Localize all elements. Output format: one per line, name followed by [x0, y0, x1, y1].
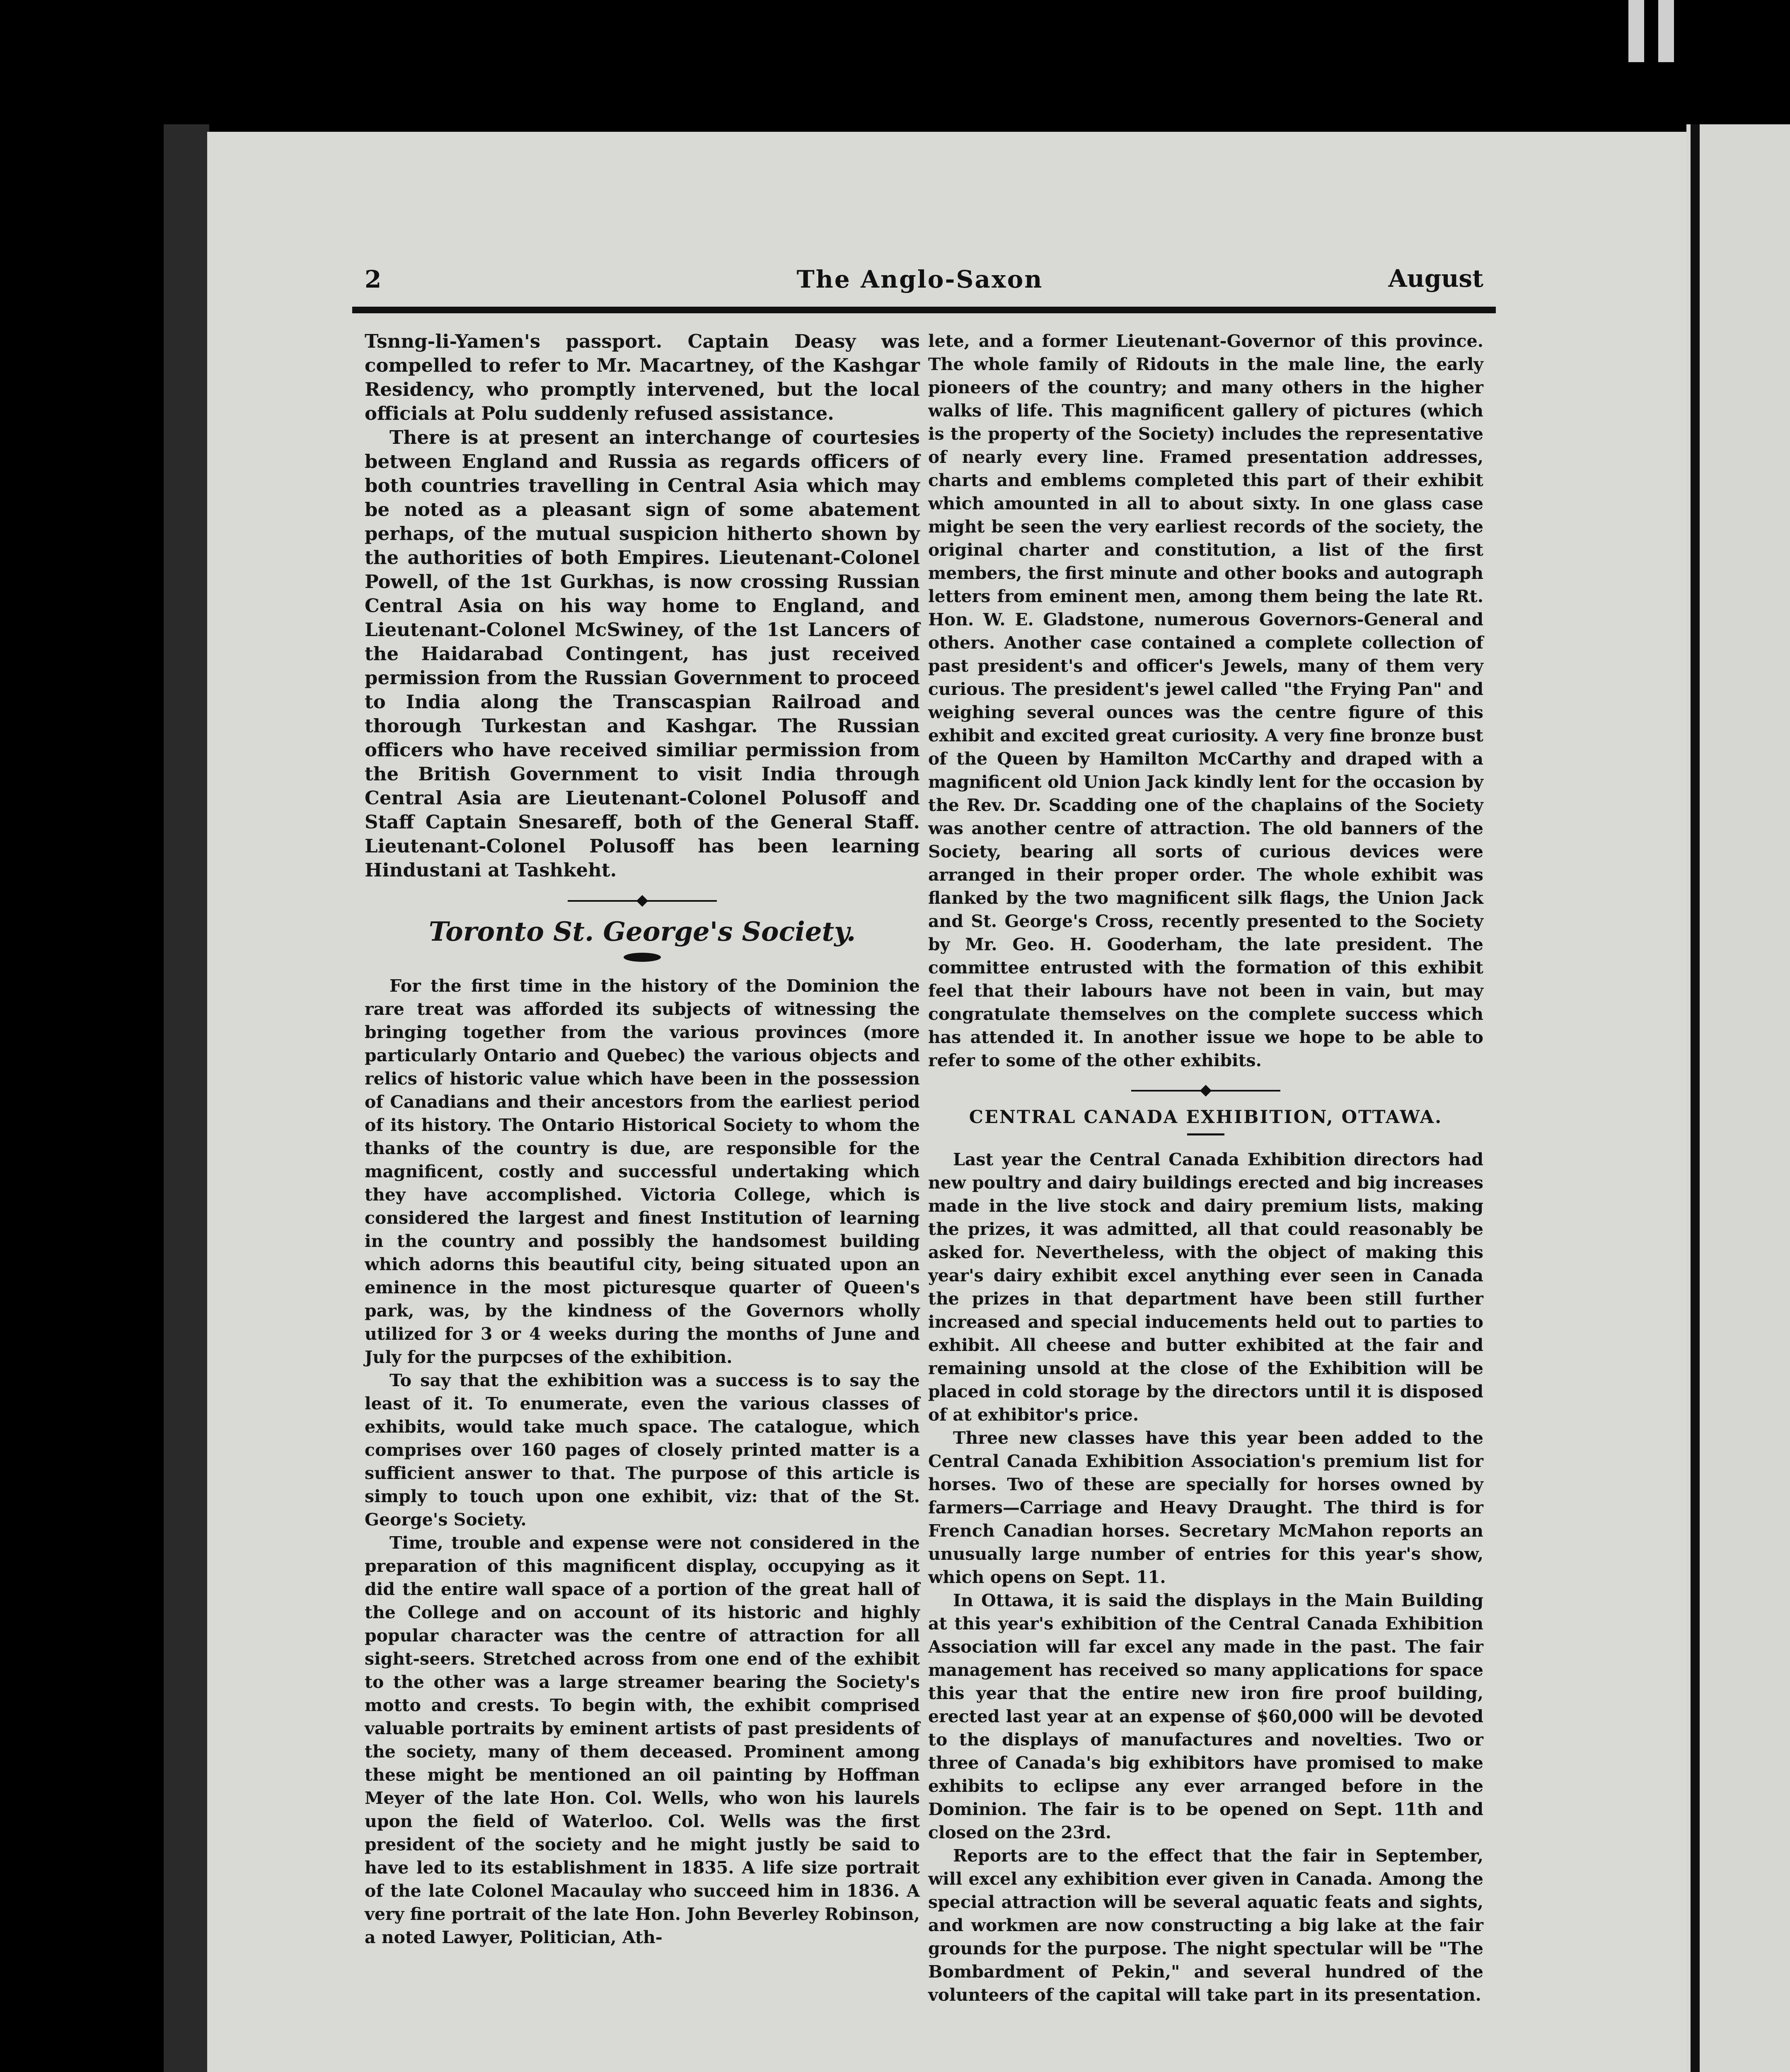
- article-title: Toronto St. George's Society.: [428, 916, 856, 947]
- paragraph: Last year the Central Canada Exhibition directors had new poultry and dairy buildings erected and big increases made in the live stock and dairy premium lists, making the prizes, it was admitted, all that could reasonably be asked for. Nevertheless, with the object of making this year's dairy exhibit excel anything ever seen in Canada the prizes in that department have been still further increased and special inducements held out to parties to exhibit. All cheese and butter exhibited at the fair and remaining unsold at the close of the Exhibition will be placed in cold storage by the directors until it is disposed of at exhibitor's price.: [928, 1150, 1483, 1425]
- issue-month: August: [1388, 264, 1483, 293]
- film-marks-top: [1628, 0, 1695, 62]
- paragraph: There is at present an interchange of courtesies between England and Russia as regards officers of both countries travelling in Central Asia which may be noted as a pleasant sign of some abatement perhaps, of the mutual suspicion hitherto shown by the authorities of both Empires. Lieutenant-Colonel Powell, of the 1st Gurkhas, is now crossing Russian Central Asia on his way home to England, and Lieutenant-Colonel McSwiney, of the 1st Lancers of the Haidarabad Contingent, has just received permission from the Russian Government to proceed to India along the Transcaspian Railroad and thorough Turkestan and Kashgar. The Russian officers who have received similiar permission from the British Government to visit India through Central Asia are Lieutenant-Colonel Polusoff and Staff Captain Snesareff, both of the General Staff. Lieutenant-Colonel Polusoff has been learning Hindustani at Tashkeht.: [365, 426, 920, 881]
- page-number: 2: [365, 265, 382, 293]
- title-flourish: [624, 953, 661, 962]
- right-column: [928, 329, 1483, 2007]
- paragraph: To say that the exhibition was a success is to say the least of it. To enumerate, even the various classes of exhibits, would take much space. The catalogue, which comprises over 160 pages of closely printed matter is a sufficient answer to that. The purpose of this article is simply to touch upon one exhibit, viz: that of the St. George's Society.: [365, 1370, 920, 1530]
- section-divider: [568, 895, 717, 907]
- page-header: [348, 261, 1492, 298]
- paragraph: Three new classes have this year been added to the Central Canada Exhibition Association's premium list for horses. Two of these are specially for horses owned by farmers—Carriage and Heavy Draught. The third is for French Canadian horses. Secretary McMahon reports an unusually large number of entries for this year's show, which opens on Sept. 11.: [928, 1428, 1483, 1587]
- title-rule: [1187, 1133, 1224, 1135]
- paragraph: Reports are to the effect that the fair in September, will excel any exhibition ever given in Canada. Among the special attraction will be several aquatic feats and sights, and workmen are now constructing a big lake at the fair grounds for the purpose. The night spectular will be "The Bombardment of Pekin," and several hundred of the volunteers of the capital will take part in its presentation.: [928, 1846, 1483, 2005]
- page-gutter: [1691, 124, 1700, 2072]
- paragraph: Tsnng-li-Yamen's passport. Captain Deasy was compelled to refer to Mr. Macartney, of the Kashgar Residency, who promptly intervened, but the local officials at Polu suddenly refused assistance.: [365, 330, 920, 424]
- paragraph: In Ottawa, it is said the displays in the Main Building at this year's exhibition of the Central Canada Exhibition Association will far excel any made in the past. The fair management has received so many applications for space this year that the entire new iron fire proof building, erected last year at an expense of $60,000 will be devoted to the displays of manufactures and novelties. Two or three of Canada's big exhibitors have promised to make exhibits to eclipse any ever arranged before in the Dominion. The fair is to be opened on Sept. 11th and closed on the 23rd.: [928, 1590, 1483, 1842]
- adjacent-page-edge: [1686, 124, 1790, 2072]
- paragraph: For the first time in the history of the Dominion the rare treat was afforded its subjects of witnessing the bringing together from the various provinces (more particularly Ontario and Quebec) the various objects and relics of historic value which have been in the possession of Canadians and their ancestors from the earliest period of its history. The Ontario Historical Society to whom the thanks of the country is due, are responsible for the magnificent, costly and successful undertaking which they have accomplished. Victoria College, which is considered the largest and finest Institution of learning in the country and possibly the handsomest building which adorns this beautiful city, being situated upon an eminence in the most picturesque quarter of Queen's park, was, by the kindness of the Governors wholly utilized for 3 or 4 weeks during the months of June and July for the purpcses of the exhibition.: [365, 976, 920, 1367]
- article-title: CENTRAL CANADA EXHIBITION, OTTAWA.: [969, 1107, 1443, 1128]
- left-column: [365, 329, 920, 1949]
- paragraph: Time, trouble and expense were not considered in the preparation of this magnificent display, occupying as it did the entire wall space of a portion of the great hall of the College and on account of its historic and highly popular character was the centre of attraction for all sight-seers. Stretched across from one end of the exhibit to the other was a large streamer bearing the Society's motto and crests. To begin with, the exhibit comprised valuable portraits by eminent artists of past presidents of the society, many of them deceased. Prominent among these might be mentioned an oil painting by Hoffman Meyer of the late Hon. Col. Wells, who won his laurels upon the field of Waterloo. Col. Wells was the first president of the society and he might justly be said to have led to its establishment in 1835. A life size portrait of the late Colonel Macaulay who succeed him in 1836. A very fine portrait of the late Hon. John Beverley Robinson, a noted Lawyer, Politician, Ath-: [365, 1533, 920, 1947]
- section-divider: [1131, 1084, 1280, 1097]
- header-rule: [352, 307, 1496, 313]
- publication-title: The Anglo-Saxon: [796, 265, 1043, 293]
- paragraph: lete, and a former Lieutenant-Governor of this province. The whole family of Ridouts in the male line, the early pioneers of the country; and many others in the higher walks of life. This magnificent gallery of pictures (which is the property of the Society) includes the representative of nearly every line. Framed presentation addresses, charts and emblems completed this part of their exhibit which amounted in all to about sixty. In one glass case might be seen the very earliest records of the society, the original charter and constitution, a list of the first members, the first minute and other books and autograph letters from eminent men, among them being the late Rt. Hon. W. E. Gladstone, numerous Governors-General and others. Another case contained a complete collection of past president's and officer's Jewels, many of them very curious. The president's jewel called "the Frying Pan" and weighing several ounces was the centre figure of this exhibit and excited great curiosity. A very fine bronze bust of the Queen by Hamilton McCarthy and draped with a magnificent old Union Jack kindly lent for the occasion by the Rev. Dr. Scadding one of the chaplains of the Society was another centre of attraction. The old banners of the Society, bearing all sorts of curious devices were arranged in their proper order. The whole exhibit was flanked by the two magnificent silk flags, the Union Jack and St. George's Cross, recently presented to the Society by Mr. Geo. H. Gooderham, the late president. The committee entrusted with the formation of this exhibit feel that their labours have not been in vain, but may congratulate themselves on the complete success which has attended it. In another issue we hope to be able to refer to some of the other exhibits.: [928, 331, 1483, 1070]
- scan-frame-left: [164, 124, 209, 2072]
